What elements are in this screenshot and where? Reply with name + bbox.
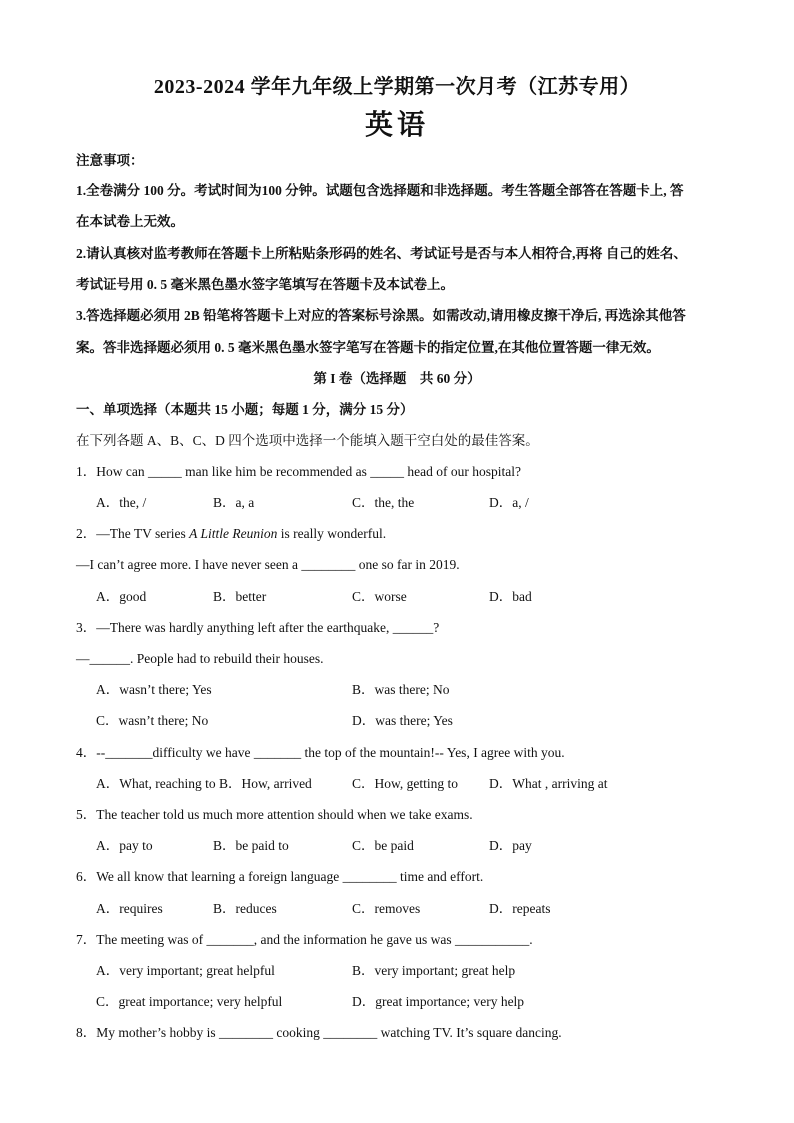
stem-text: 2．—The TV series <box>76 526 190 541</box>
option-d[interactable]: D．bad <box>489 589 532 604</box>
question-1-stem: 1．How can _____ man like him be recommended as _____ head of our hospital? <box>76 464 522 479</box>
notice-heading: 注意事项： <box>76 153 144 168</box>
option-a-b[interactable]: A．What, reaching to B．How, arrived <box>96 776 312 791</box>
option-b[interactable]: B．was there; No <box>352 682 450 697</box>
question-6-stem: 6．We all know that learning a foreign language ________ time and effort. <box>76 869 484 884</box>
option-d[interactable]: D．pay <box>489 838 532 853</box>
notice-line: 3.答选择题必须用 2B 铅笔将答题卡上对应的答案标号涂黑。如需改动,请用橡皮擦干净后, 再选涂其他答 <box>76 308 686 323</box>
question-2-options <box>96 587 726 607</box>
notice-line: 在本试卷上无效。 <box>76 214 184 229</box>
part-title: 第 I 卷（选择题 共 60 分） <box>313 371 481 386</box>
section-instruction: 在下列各题 A、B、C、D 四个选项中选择一个能填入题干空白处的最佳答案。 <box>76 433 539 448</box>
question-3-reply: —______. People had to rebuild their houses. <box>76 651 324 666</box>
option-c[interactable]: C．wasn’t there; No <box>96 713 209 728</box>
notice-line: 1.全卷满分 100 分。考试时间为100 分钟。试题包含选择题和非选择题。考生答题全部答在答题卡上, 答 <box>76 183 684 198</box>
option-c[interactable]: C．removes <box>352 901 421 916</box>
option-c[interactable]: C．be paid <box>352 838 414 853</box>
question-6-options <box>96 899 726 919</box>
option-d[interactable]: D．repeats <box>489 901 551 916</box>
option-c[interactable]: C．worse <box>352 589 407 604</box>
option-a[interactable]: A．very important; great helpful <box>96 963 275 978</box>
option-b[interactable]: B．reduces <box>213 901 277 916</box>
option-b[interactable]: B．very important; great help <box>352 963 516 978</box>
question-3-options <box>96 680 726 700</box>
question-7-options <box>96 992 726 1012</box>
question-7-stem: 7．The meeting was of _______, and the information he gave us was ___________. <box>76 932 533 947</box>
option-d[interactable]: D．a, / <box>489 495 529 510</box>
option-c[interactable]: C．great importance; very helpful <box>96 994 283 1009</box>
option-a[interactable]: A．requires <box>96 901 163 916</box>
option-b[interactable]: B．better <box>213 589 267 604</box>
subject-title: 英语 <box>364 110 429 141</box>
option-b[interactable]: B．a, a <box>213 495 255 510</box>
option-a[interactable]: A．pay to <box>96 838 153 853</box>
question-7-options <box>96 961 726 981</box>
option-a[interactable]: A．the, / <box>96 495 147 510</box>
question-1-options <box>96 493 726 513</box>
notice-line: 考试证号用 0. 5 毫米黑色墨水签字笔填写在答题卡及本试卷上。 <box>76 277 454 292</box>
question-8-stem: 8．My mother’s hobby is ________ cooking ________ watching TV. It’s square dancing. <box>76 1025 562 1040</box>
option-b[interactable]: B．be paid to <box>213 838 289 853</box>
question-4-stem: 4．--_______difficulty we have _______ the top of the mountain!-- Yes, I agree with you. <box>76 745 565 760</box>
question-3-stem: 3．—There was hardly anything left after the earthquake, ______? <box>76 620 440 635</box>
question-5-stem: 5．The teacher told us much more attention should when we take exams. <box>76 807 473 822</box>
notice-line: 案。答非选择题必须用 0. 5 毫米黑色墨水签字笔写在答题卡的指定位置,在其他位置答题一律无效。 <box>76 340 660 355</box>
question-2-reply: —I can’t agree more. I have never seen a ________ one so far in 2019. <box>76 557 460 572</box>
section-heading: 一、单项选择（本题共 15 小题；每题 1 分，满分 15 分） <box>76 402 414 417</box>
option-c[interactable]: C．the, the <box>352 495 415 510</box>
series-title: A Little Reunion <box>189 526 278 541</box>
question-5-options <box>96 836 726 856</box>
option-d[interactable]: D．great importance; very help <box>352 994 525 1009</box>
stem-text: is really wonderful. <box>277 526 387 541</box>
question-4-options <box>96 774 726 794</box>
option-d[interactable]: D．What , arriving at <box>489 776 608 791</box>
option-c[interactable]: C．How, getting to <box>352 776 458 791</box>
option-a[interactable]: A．good <box>96 589 147 604</box>
exam-title: 2023-2024 学年九年级上学期第一次月考（江苏专用） <box>153 76 641 98</box>
question-3-options <box>96 711 726 731</box>
option-d[interactable]: D．was there; Yes <box>352 713 453 728</box>
question-2-stem <box>76 524 726 544</box>
option-a[interactable]: A．wasn’t there; Yes <box>96 682 212 697</box>
notice-line: 2.请认真核对监考教师在答题卡上所粘贴条形码的姓名、考试证号是否与本人相符合,再将 自己的姓名、 <box>76 246 687 261</box>
